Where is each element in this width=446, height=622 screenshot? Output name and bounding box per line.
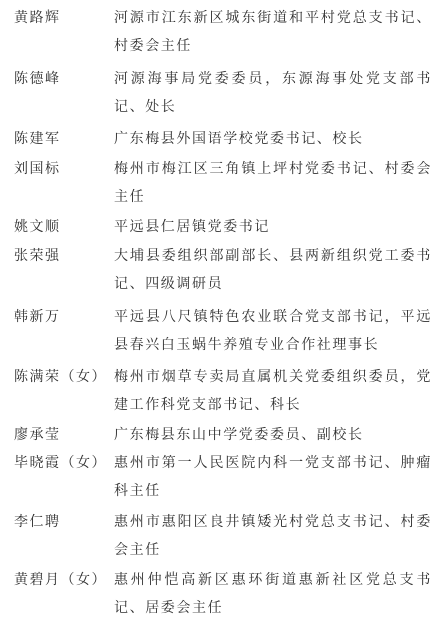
person-title: 平远县仁居镇党委书记 [114, 219, 270, 235]
person-name: 姚文顺 [14, 219, 61, 235]
person-title: 河源海事局党委委员，东源海事处党支部书记、处长 [114, 71, 432, 115]
person-name: 黄路辉 [14, 10, 61, 26]
person-name: 李仁聘 [14, 514, 61, 530]
person-title: 梅州市烟草专卖局直属机关党委组织委员，党建工作科党支部书记、科长 [114, 369, 432, 413]
person-title: 河源市江东新区城东街道和平村党总支书记、村委会主任 [114, 10, 432, 54]
person-name: 陈建军 [14, 131, 61, 147]
person-title: 梅州市梅江区三角镇上坪村党委书记、村委会主任 [114, 161, 432, 205]
person-name: 毕晓霞（女） [14, 455, 107, 471]
person-name: 黄碧月（女） [14, 572, 107, 588]
person-name: 韩新万 [14, 309, 61, 325]
person-name: 陈德峰 [14, 71, 61, 87]
person-name: 刘国标 [14, 161, 61, 177]
person-title: 大埔县委组织部副部长、县两新组织党工委书记、四级调研员 [114, 248, 432, 292]
person-title: 惠州市惠阳区良井镇矮光村党总支书记、村委会主任 [114, 514, 432, 558]
person-title: 平远县八尺镇特色农业联合党支部书记，平远县春兴白玉蜗牛养殖专业合作社理事长 [114, 309, 432, 353]
person-title: 广东梅县东山中学党委委员、副校长 [114, 427, 364, 443]
person-title: 惠州仲恺高新区惠环街道惠新社区党总支书记、居委会主任 [114, 572, 432, 616]
person-name: 张荣强 [14, 248, 61, 264]
person-name: 陈满荣（女） [14, 369, 107, 385]
person-title: 惠州市第一人民医院内科一党支部书记、肿瘤科主任 [114, 455, 432, 499]
person-title: 广东梅县外国语学校党委书记、校长 [114, 131, 364, 147]
person-name: 廖承莹 [14, 427, 61, 443]
